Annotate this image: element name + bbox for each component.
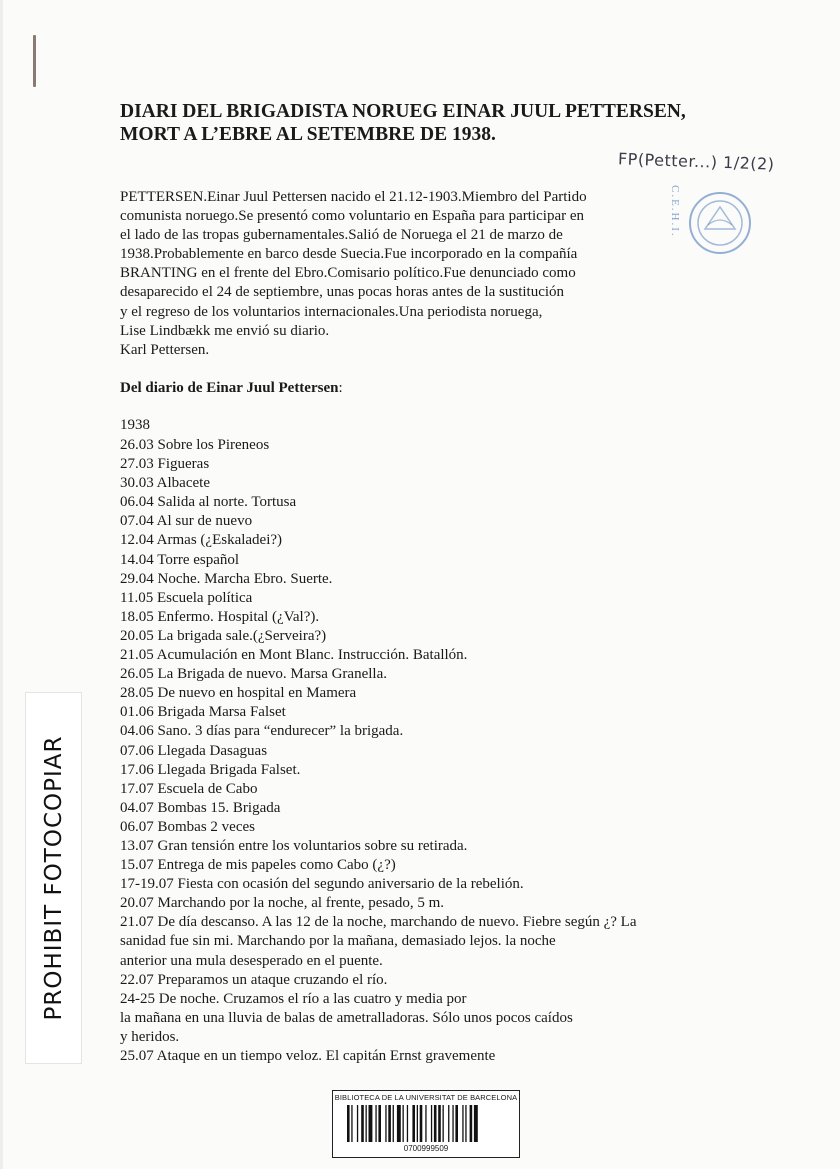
diary-entry-continuation: sanidad fue sin mi. Marchando por la mañana, demasiado lejos. la noche [120, 933, 556, 950]
title-line-1: DIARI DEL BRIGADISTA NORUEG EINAR JUUL PETTERSEN, [120, 101, 686, 122]
diary-year: 1938 [120, 417, 150, 433]
diary-entry: 17.07 Escuela de Cabo [120, 780, 258, 797]
diary-entry: 01.06 Brigada Marsa Falset [120, 704, 286, 721]
diary-entry: 13.07 Gran tensión entre los voluntarios sobre su retirada. [120, 837, 468, 854]
diary-entry: 04.06 Sano. 3 días para “endurecer” la brigada. [120, 723, 404, 740]
diary-entry: 07.06 Llegada Dasaguas [120, 742, 268, 759]
diary-entry: 30.03 Albacete [120, 475, 210, 492]
diary-entry: 24-25 De noche. Cruzamos el río a las cuatro y media por [120, 990, 467, 1007]
diary-entry-continuation: y heridos. [120, 1028, 180, 1045]
diary-entry: 21.05 Acumulación en Mont Blanc. Instrucción. Batallón. [120, 647, 468, 664]
intro-line: PETTERSEN.Einar Juul Pettersen nacido el 21.12-1903.Miembro del Partido [120, 189, 587, 205]
subheading-colon: : [338, 380, 343, 396]
diary-entries [120, 436, 720, 1066]
diary-entry: 26.05 La Brigada de nuevo. Marsa Granella. [120, 666, 387, 683]
side-label-text: PROHIBIT FOTOCOPIAR [40, 735, 67, 1021]
intro-line: 1938.Probablemente en barco desde Suecia.Fue incorporado en la compañía [120, 246, 578, 263]
diary-entry: 04.07 Bombas 15. Brigada [120, 799, 281, 816]
diary-entry: 17.06 Llegada Brigada Falset. [120, 761, 301, 778]
diary-entry: 06.04 Salida al norte. Tortusa [120, 494, 297, 511]
intro-paragraph [120, 188, 660, 360]
barcode-caption: BIBLIOTECA DE LA UNIVERSITAT DE BARCELONA [334, 1093, 518, 1102]
diary-entry: 28.05 De nuevo en hospital en Mamera [120, 685, 357, 702]
library-barcode [332, 1090, 520, 1158]
diary-entry: 27.03 Figueras [120, 456, 210, 473]
intro-line: desaparecido el 24 de septiembre, unas pocas horas antes de la sustitución [120, 284, 565, 301]
diary-entry: 18.05 Enfermo. Hospital (¿Val?). [120, 608, 320, 625]
diary-entry: 07.04 Al sur de nuevo [120, 513, 253, 530]
diary-entry: 20.07 Marchando por la noche, al frente, pesado, 5 m. [120, 895, 445, 912]
stamp-text: C.E.H.I. [669, 185, 681, 238]
diary-entry: 25.07 Ataque en un tiempo veloz. El capitán Ernst gravemente [120, 1048, 496, 1064]
intro-line: el lado de las tropas gubernamentales.Salió de Noruega el 21 de marzo de [120, 227, 563, 244]
document-title [120, 100, 770, 146]
diary-entry-continuation: la mañana en una lluvia de balas de ametralladoras. Sólo unos pocos caídos [120, 1009, 573, 1026]
diary-subheading [120, 380, 343, 397]
intro-signature: Karl Pettersen. [120, 341, 210, 358]
intro-line: y el regreso de los voluntarios internacionales.Una periodista noruega, [120, 303, 543, 320]
diary-entry: 15.07 Entrega de mis papeles como Cabo (¿?) [120, 857, 396, 874]
diary-entry: 29.04 Noche. Marcha Ebro. Suerte. [120, 570, 333, 587]
title-line-2: MORT A L’EBRE AL SETEMBRE DE 1938. [120, 124, 496, 145]
intro-line: comunista noruego.Se presentó como voluntario en España para participar en [120, 208, 585, 225]
subheading-text: Del diario de Einar Juul Pettersen [120, 380, 339, 396]
diary-entry: 17-19.07 Fiesta con ocasión del segundo aniversario de la rebelión. [120, 876, 524, 893]
diary-entry: 06.07 Bombas 2 veces [120, 818, 255, 835]
intro-line: Lise Lindbækk me envió su diario. [120, 322, 330, 339]
archive-stamp [660, 185, 760, 275]
handwritten-note: FP(Petter...) 1/2(2) [617, 149, 775, 174]
barcode-icon [347, 1105, 505, 1142]
diary-entry: 22.07 Preparamos un ataque cruzando el río. [120, 971, 388, 988]
diary-entry: 20.05 La brigada sale.(¿Serveira?) [120, 627, 327, 644]
barcode-number: 0700999509 [403, 1144, 449, 1153]
diary-entry: 14.04 Torre español [120, 551, 240, 568]
diary-entry-continuation: anterior una mula desesperado en el puente. [120, 952, 383, 969]
diary-entry: 26.03 Sobre los Pireneos [120, 437, 270, 453]
binder-mark [33, 35, 36, 87]
diary-entry: 21.07 De día descanso. A las 12 de la noche, marchando de nuevo. Fiebre según ¿? La [120, 914, 637, 931]
copy-prohibited-label [25, 692, 82, 1064]
intro-line: BRANTING en el frente del Ebro.Comisario político.Fue denunciado como [120, 265, 576, 282]
diary-entry: 11.05 Escuela política [120, 589, 253, 606]
diary-entry: 12.04 Armas (¿Eskaladei?) [120, 532, 283, 549]
